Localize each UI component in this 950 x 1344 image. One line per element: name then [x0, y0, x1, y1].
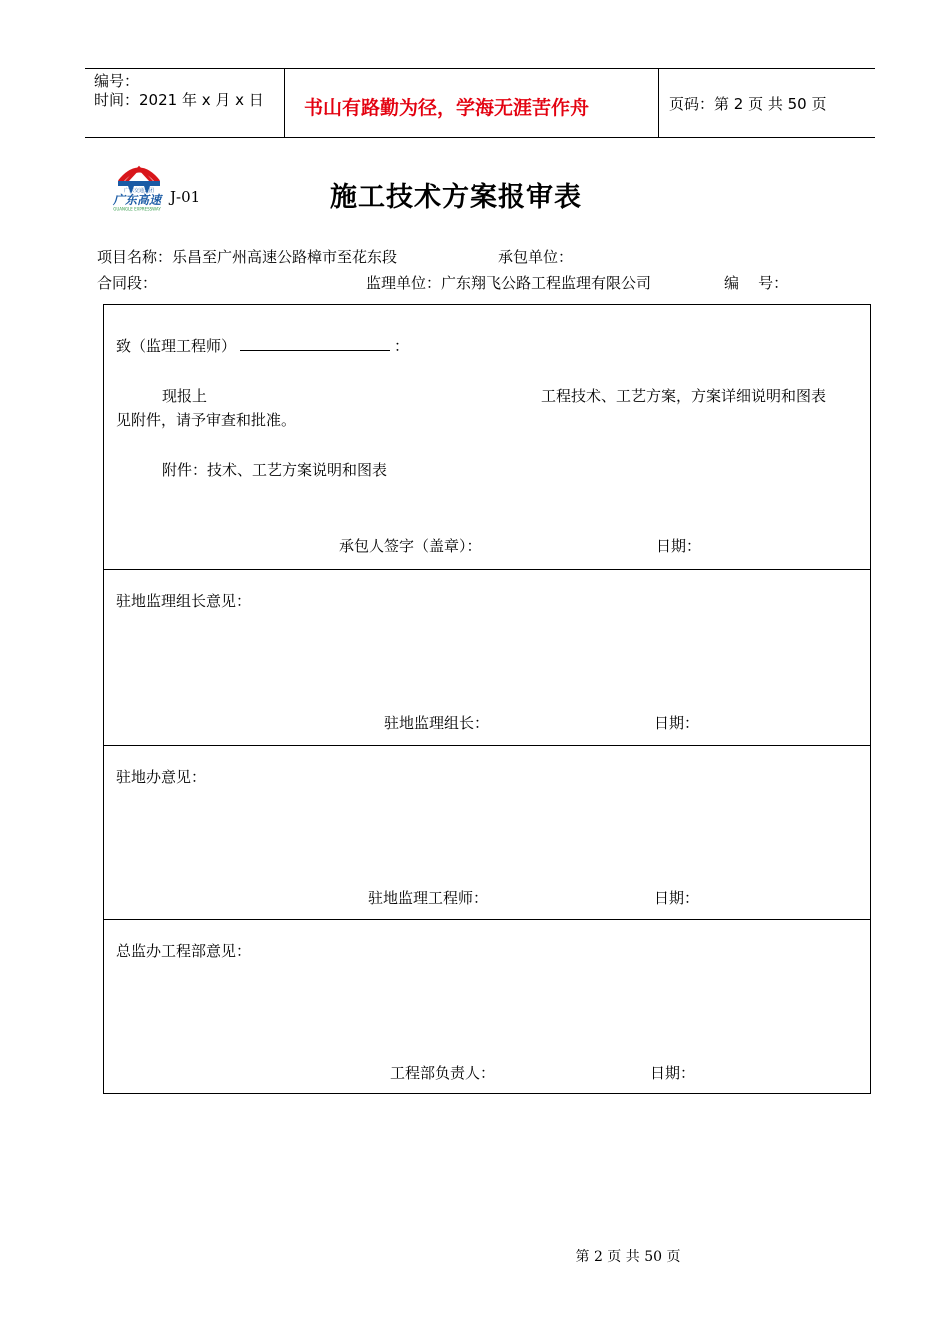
attachment-note: 附件：技术、工艺方案说明和图表: [162, 461, 388, 479]
form-title: 施工技术方案报审表: [330, 182, 582, 213]
site-leader-section: [104, 569, 870, 745]
serial-label: 编号：: [94, 72, 140, 90]
supervisor-label: 监理单位：广东翔飞公路工程监理有限公司: [366, 274, 652, 292]
logo-small-text: 广东交通集团: [123, 188, 155, 194]
logo-brand-text: 广东高速: [112, 193, 162, 207]
site-engineer-signature-label: 驻地监理工程师：: [368, 889, 489, 907]
report-prefix: 现报上: [162, 387, 208, 405]
motto-text: 书山有路勤为径，学海无涯苦作舟: [304, 97, 590, 119]
addressee-colon: ：: [394, 337, 410, 355]
number-label: 编 号：: [724, 274, 789, 292]
site-office-section: [104, 745, 870, 919]
header-meta-cell: [85, 69, 285, 137]
guangdong-expressway-logo: [106, 160, 172, 212]
engineer-name-field[interactable]: [240, 336, 390, 351]
site-leader-heading: 驻地监理组长意见：: [116, 592, 252, 610]
chief-office-section: [104, 919, 870, 1093]
page-info: 页码：第 2 页 共 50 页: [669, 95, 827, 113]
submission-section: [104, 305, 870, 569]
engineering-head-date-label: 日期：: [650, 1064, 696, 1082]
addressee-label: 致（监理工程师）: [116, 337, 237, 355]
site-office-heading: 驻地办意见：: [116, 768, 207, 786]
addressee-line: [116, 335, 409, 356]
site-leader-date-label: 日期：: [654, 714, 700, 732]
header-motto-cell: [285, 69, 659, 137]
report-suffix: 工程技术、工艺方案，方案详细说明和图表: [541, 387, 827, 405]
footer-page-number: 第 2 页 共 50 页: [575, 1249, 681, 1265]
contractor-date-label: 日期：: [656, 537, 702, 555]
site-engineer-date-label: 日期：: [654, 889, 700, 907]
approval-form: [103, 304, 871, 1094]
report-line-2: 见附件，请予审查和批准。: [116, 411, 297, 429]
contractor-signature-label: 承包人签字（盖章）：: [339, 537, 482, 555]
contractor-label: 承包单位：: [498, 248, 574, 266]
document-header: [85, 68, 875, 138]
engineering-head-signature-label: 工程部负责人：: [390, 1064, 496, 1082]
chief-office-heading: 总监办工程部意见：: [116, 942, 252, 960]
logo-english-text: GUANGLE EXPRESSWAY: [113, 206, 161, 212]
time-label: 时间：2021 年 x 月 x 日: [94, 91, 264, 109]
project-name: 项目名称：乐昌至广州高速公路樟市至花东段: [97, 248, 398, 266]
contract-section-label: 合同段：: [97, 274, 158, 292]
form-code: J-01: [170, 188, 201, 206]
page-footer: [0, 1246, 950, 1266]
header-page-cell: [659, 69, 875, 137]
site-leader-signature-label: 驻地监理组长：: [384, 714, 490, 732]
